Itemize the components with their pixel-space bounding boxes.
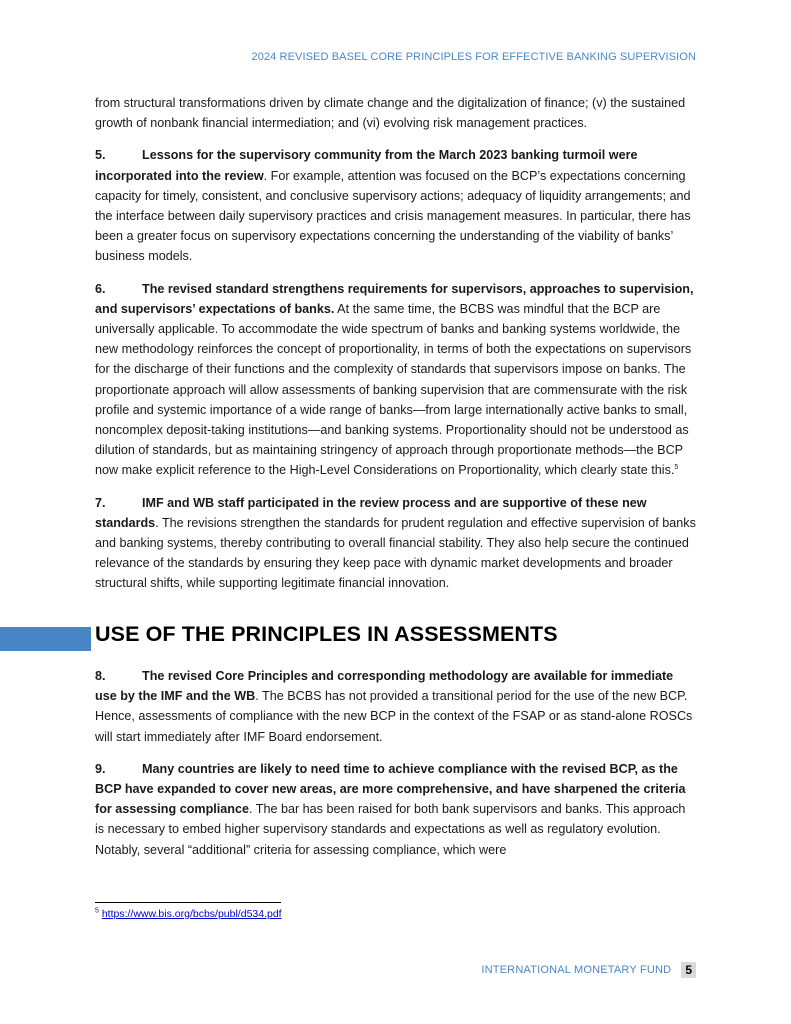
- section-accent-bar: [0, 627, 91, 651]
- paragraph-4-continued: from structural transformations driven by climate change and the digitalization of finance; (v) the sustained growth of nonbank financial intermediation; and (vi) evolving risk management practices.: [95, 96, 686, 131]
- paragraph-number: 5.: [95, 148, 106, 163]
- page-footer: [481, 962, 696, 978]
- paragraph-lead: Lessons for the supervisory community from the March 2023 banking turmoil were incorporated into the review: [95, 148, 638, 183]
- paragraph-lead: The revised standard strengthens requirements for supervisors, approaches to supervision, and supervisors’ expectations of banks.: [95, 281, 694, 316]
- paragraph-body: . The revisions strengthen the standards for prudent regulation and effective supervision of banks and banking systems, thereby contributing to overall financial stability. They also help secure the continued relevance of the standards by ensuring they keep pace with dynamic market developments and broader structural shifts, while supporting legitimate financial innovation.: [95, 515, 696, 591]
- footer-label: INTERNATIONAL MONETARY FUND: [481, 964, 672, 976]
- paragraph-body: . The bar has been raised for both bank supervisors and banks. This approach is necessary to embed higher supervisory standards and expectations as well as regulatory evolution. Notably, several “additional” criteria for assessing compliance, which were: [95, 802, 686, 857]
- body-text-top: [95, 93, 697, 606]
- paragraph-lead: IMF and WB staff participated in the review process and are supportive of these new standards: [95, 495, 647, 530]
- paragraph-body: . The BCBS has not provided a transitional period for the use of the new BCP. Hence, assessments of compliance with the new BCP in the context of the FSAP or as stand-alone ROSCs will start immediately after IMF Board endorsement.: [95, 689, 693, 744]
- running-header: 2024 REVISED BASEL CORE PRINCIPLES FOR EFFECTIVE BANKING SUPERVISION: [251, 51, 696, 63]
- paragraph-8: [95, 666, 697, 747]
- footnote-link[interactable]: https://www.bis.org/bcbs/publ/d534.pdf: [101, 908, 282, 920]
- footnote-divider: [95, 902, 281, 903]
- section-heading: USE OF THE PRINCIPLES IN ASSESSMENTS: [95, 622, 558, 646]
- paragraph-lead: Many countries are likely to need time to achieve compliance with the revised BCP, as the BCP have expanded to cover new areas, are more comprehensive, and have sharpened the criteria for assessing compliance: [95, 761, 686, 817]
- footnote-number: 5: [95, 907, 99, 915]
- footnote: [95, 908, 282, 920]
- paragraph-number: 9.: [95, 761, 106, 776]
- body-text-bottom: [95, 666, 697, 872]
- paragraph-lead: The revised Core Principles and corresponding methodology are available for immediate use by the IMF and the WB: [95, 669, 674, 704]
- paragraph-number: 8.: [95, 669, 106, 683]
- paragraph-number: 7.: [95, 495, 106, 510]
- paragraph-6: [95, 279, 697, 481]
- footnote-reference[interactable]: 5: [674, 464, 679, 472]
- paragraph-body: At the same time, the BCBS was mindful that the BCP are universally applicable. To accommodate the wide spectrum of banks and banking systems worldwide, the new methodology reinforces the concept of proportionality, in terms of both the expectations on supervisors for the discharge of their functions and the complexity of standards that supervisors impose on banks. The proportionate approach will allow assessments of banking supervision that are commensurate with the risk profile and systemic importance of a wide range of banks—from large internationally active banks to small, noncomplex deposit-taking institutions—and banking systems. Proportionality should not be understood as dilution of standards, but as maintaining stringency of approach through proportionate methods—the BCP now make explicit reference to the High-Level Considerations on Proportionality, which clearly state this.: [95, 301, 692, 478]
- paragraph-body: . For example, attention was focused on the BCP’s expectations concerning capacity for timely, consistent, and conclusive supervisory actions; adequacy of liquidity arrangements; and the interface between daily supervisory practices and crisis management measures. In particular, there has been a greater focus on supervisory expectations concerning the understanding of the viability of banks’ business models.: [95, 168, 691, 264]
- paragraph-7: [95, 493, 697, 594]
- paragraph-9: [95, 759, 697, 860]
- paragraph-number: 6.: [95, 281, 106, 296]
- page-number: 5: [681, 962, 696, 978]
- paragraph-5: [95, 145, 697, 266]
